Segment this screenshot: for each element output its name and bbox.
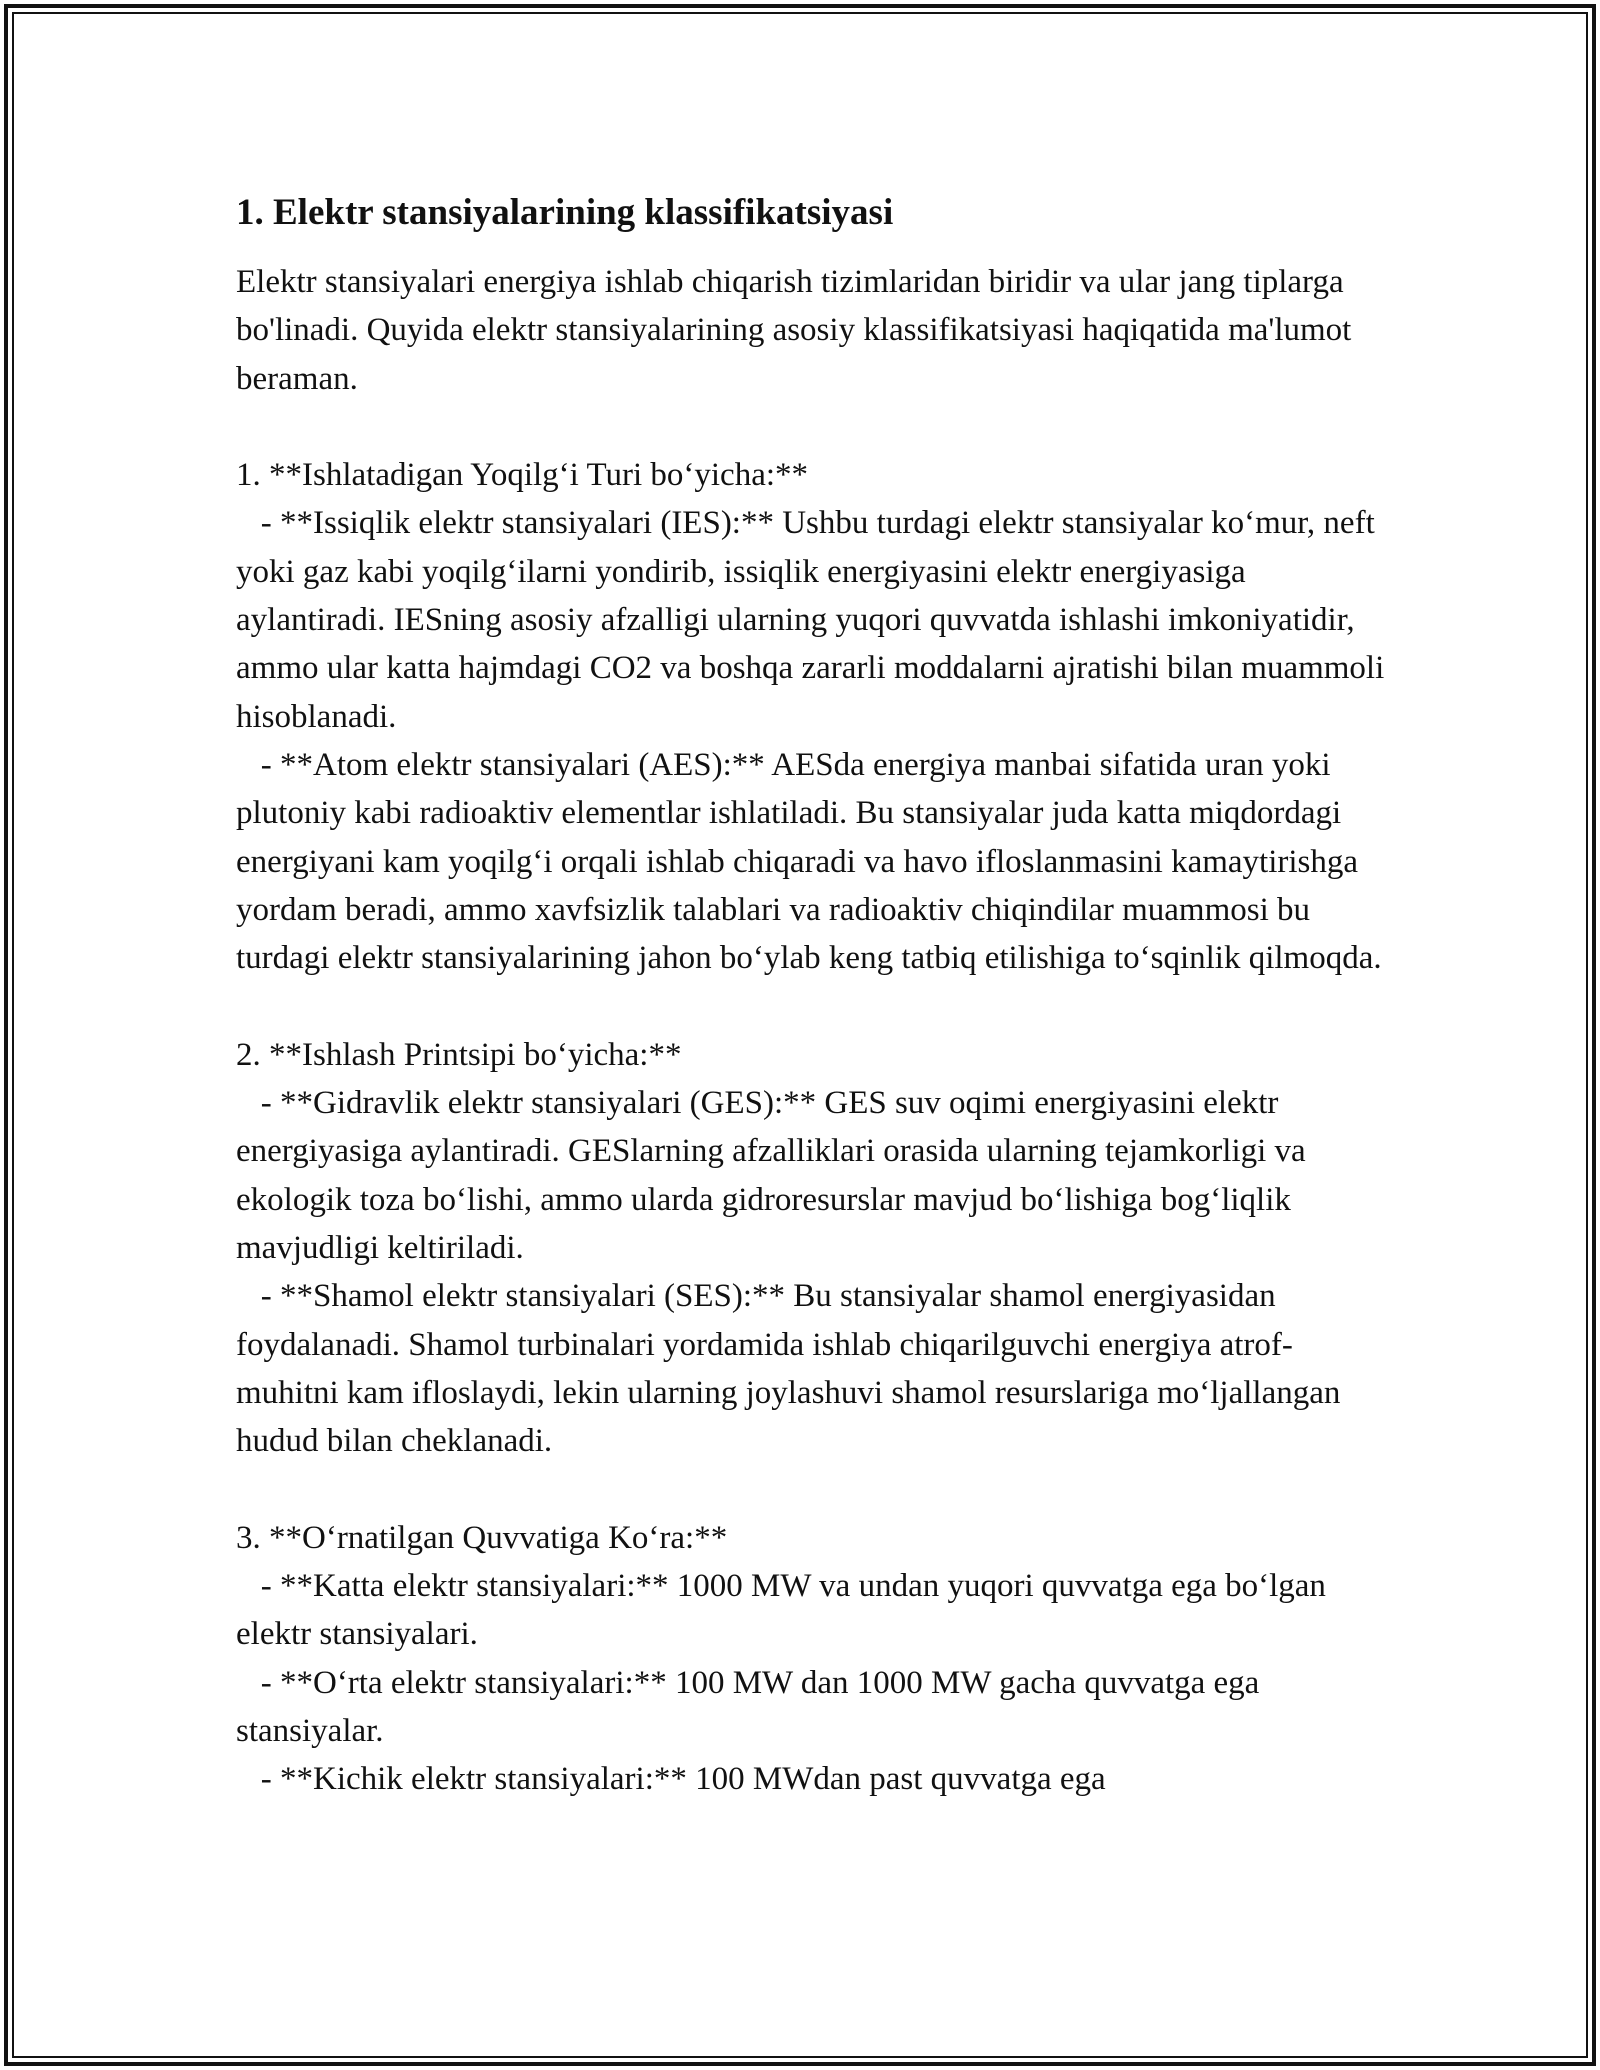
paragraph-gap — [236, 982, 1386, 1030]
intro-paragraph: Elektr stansiyalari energiya ishlab chiqarish tizimlaridan biridir va ular jang tiplarga bo'linadi. Quyida elektr stansiyalarining asosiy klassifikatsiyasi haqiqatida ma'lumot beraman. — [236, 264, 1360, 397]
document-body — [236, 258, 1393, 1804]
section-heading: 2. **Ishlash Printsipi bo‘yicha:** — [236, 1036, 682, 1073]
list-item: - **Kichik elektr stansiyalari:** 100 MWdan past quvvatga ega — [236, 1761, 1106, 1798]
paragraph-gap — [236, 403, 1386, 451]
paragraph-gap — [236, 1465, 1386, 1513]
list-item: - **Katta elektr stansiyalari:** 1000 MW va undan yuqori quvvatga ega bo‘lgan elektr stansiyalari. — [236, 1568, 1335, 1653]
list-item: - **O‘rta elektr stansiyalari:** 100 MW dan 1000 MW gacha quvvatga ega stansiyalar. — [236, 1664, 1268, 1749]
section-heading: 3. **O‘rnatilgan Quvvatiga Ko‘ra:** — [236, 1519, 728, 1556]
document-content — [236, 188, 1393, 1804]
document-title: 1. Elektr stansiyalarining klassifikatsiyasi — [236, 192, 894, 233]
list-item: - **Issiqlik elektr stansiyalari (IES):** Ushbu turdagi elektr stansiyalar ko‘mur, neft yoki gaz kabi yoqilg‘ilarni yondirib, issiqlik energiyasini elektr energiyasiga aylantiradi. IESning asosiy afzalligi ularning yuqori quvvatda ishlashi imkoniyatidir, ammo ular katta hajmdagi CO2 va boshqa zararli moddalarni ajratishi bilan muammoli hisoblanadi. — [236, 505, 1393, 735]
list-item: - **Shamol elektr stansiyalari (SES):** Bu stansiyalar shamol energiyasidan foydalanadi. Shamol turbinalari yordamida ishlab chiqarilguvchi energiya atrof-muhitni kam ifloslaydi, lekin ularning joylashuvi shamol resurslariga mo‘ljallangan hudud bilan cheklanadi. — [236, 1278, 1349, 1460]
list-item: - **Gidravlik elektr stansiyalari (GES):** GES suv oqimi energiyasini elektr energiyasiga aylantiradi. GESlarning afzalliklari orasida ularning tejamkorligi va ekologik toza bo‘lishi, ammo ularda gidroresurslar mavjud bo‘lishiga bog‘liqlik mavjudligi keltiriladi. — [236, 1085, 1314, 1266]
list-item: - **Atom elektr stansiyalari (AES):** AESda energiya manbai sifatida uran yoki plutoniy kabi radioaktiv elementlar ishlatiladi. Bu stansiyalar juda katta miqdordagi energiyani kam yoqilg‘i orqali ishlab chiqaradi va havo ifloslanmasini kamaytirishga yordam beradi, ammo xavfsizlik talablari va radioaktiv chiqindilar muammosi bu turdagi elektr stansiyalarining jahon bo‘ylab keng tatbiq etilishiga to‘sqinlik qilmoqda. — [236, 746, 1382, 977]
section-heading: 1. **Ishlatadigan Yoqilg‘i Turi bo‘yicha:** — [236, 457, 809, 494]
